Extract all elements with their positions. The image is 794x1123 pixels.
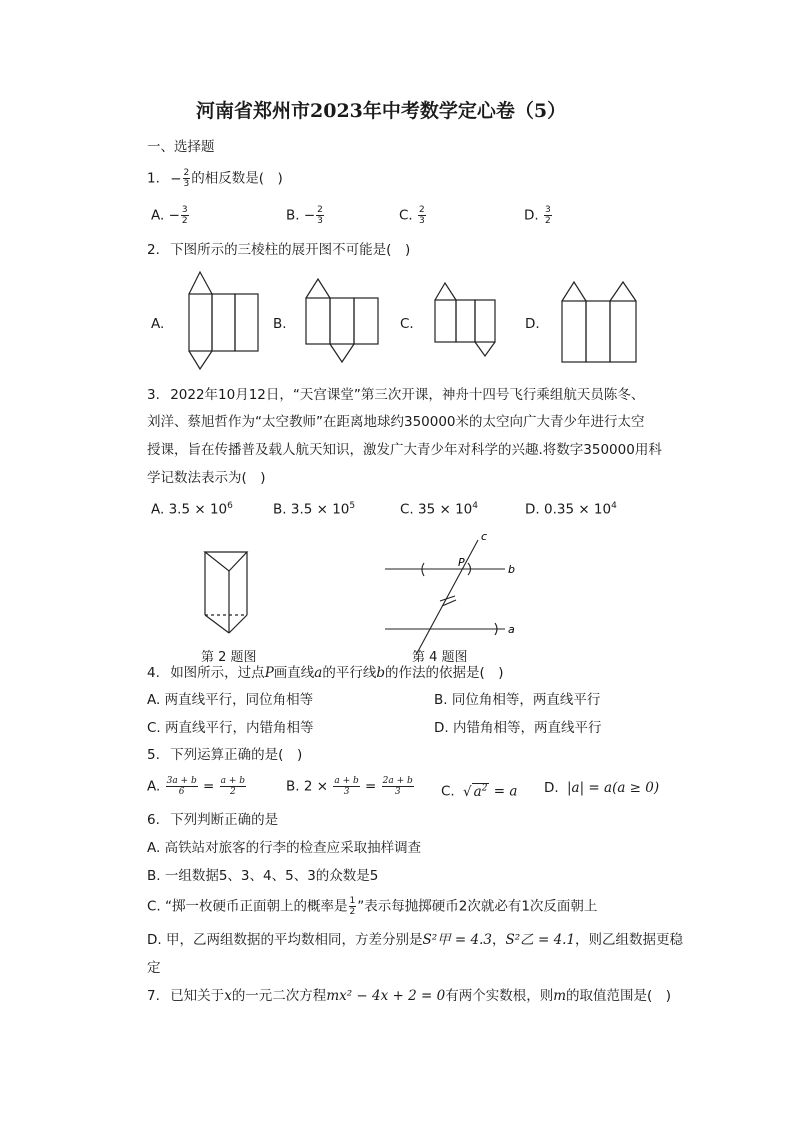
q3-option-a[interactable]: A. $3.5 \times 10^6$	[151, 501, 233, 518]
section-heading: 一、选择题	[147, 139, 215, 155]
q5-option-a[interactable]: A. $\frac{3a + b}{6}$ = $\frac{a + b}{2}$	[147, 776, 246, 797]
label-b: b	[508, 563, 515, 576]
q5-option-d[interactable]: D. |a| = a(a ≥ 0)	[544, 780, 660, 796]
question-number: 1.	[147, 170, 160, 187]
question-7: 7. 已知关于x的一元二次方程mx² − 4x + 2 = 0有两个实数根，则m的取值范围是( )	[147, 988, 672, 1004]
q6-option-b[interactable]: B. 一组数据5、3、4、5、3的众数是5	[147, 868, 379, 884]
prism-figure	[205, 552, 247, 633]
q4-option-c[interactable]: C. 两直线平行，内错角相等	[147, 720, 314, 736]
q1-option-b[interactable]: B. − $\frac{2}{3}$	[286, 205, 323, 226]
q2-option-c[interactable]: C.	[400, 316, 414, 332]
q5-option-c[interactable]: C. √ $a^2 = a$	[441, 783, 518, 800]
q5-option-b[interactable]: B. 2 × $\frac{a + b}{3}$ = $\frac{2a + b}{3}$	[286, 776, 413, 797]
q3-line-3: 授课，旨在传播普及载人航天知识，激发广大青少年对科学的兴趣.将数字350000用科	[147, 442, 662, 458]
q6-option-d-line2: 定	[147, 960, 161, 976]
q3-line-4: 学记数法表示为( )	[147, 470, 266, 486]
question-text: 的相反数是( )	[191, 170, 283, 187]
question-number: 6.	[147, 812, 160, 828]
fig2-caption: 第 2 题图	[201, 650, 257, 665]
page-title: 河南省郑州市2023年中考数学定心卷（5）	[196, 100, 567, 122]
q6-option-a[interactable]: A. 高铁站对旅客的行李的检查应采取抽样调查	[147, 840, 422, 856]
question-text: 下图所示的三棱柱的展开图不可能是( )	[170, 242, 411, 258]
line-c	[416, 540, 478, 655]
q1-option-c[interactable]: C. $\frac{2}{3}$	[399, 205, 425, 226]
q6-option-d[interactable]: D. 甲，乙两组数据的平均数相同，方差分别是S²甲 = 4.3，S²乙 = 4.1，则乙组数据更稳	[147, 932, 684, 948]
question-1: 1. − $\frac{2}{3}$ 的相反数是( )	[147, 168, 283, 189]
question-6: 6. 下列判断正确的是	[147, 812, 279, 828]
q1-option-a[interactable]: A. − $\frac{3}{2}$	[151, 205, 188, 226]
q4-option-d[interactable]: D. 内错角相等，两直线平行	[434, 720, 602, 736]
q3-option-d[interactable]: D. $0.35 \times 10^4$	[525, 501, 617, 518]
fig4-caption: 第 4 题图	[412, 650, 468, 665]
label-a: a	[508, 623, 515, 636]
question-5: 5. 下列运算正确的是( )	[147, 747, 303, 763]
fraction: $\frac{2}{3}$	[183, 168, 190, 189]
question-3: 3. 2022年10月12日，“天宫课堂”第三次开课，神舟十四号飞行乘组航天员陈冬、	[147, 387, 645, 403]
question-4: 4. 如图所示，过点P画直线a的平行线b的作法的依据是( )	[147, 665, 504, 681]
q1-option-d[interactable]: D. $\frac{3}{2}$	[524, 205, 551, 226]
q4-option-a[interactable]: A. 两直线平行，同位角相等	[147, 692, 314, 708]
q2-option-a[interactable]: A.	[151, 316, 165, 332]
question-number: 3.	[147, 387, 160, 403]
label-c: c	[481, 530, 488, 543]
q3-option-b[interactable]: B. $3.5 \times 10^5$	[273, 501, 356, 518]
q6-option-c[interactable]: C. “掷一枚硬币正面朝上的概率是 $\frac{1}{2}$ ”表示每抛掷硬币2次就必有1次反面朝上	[147, 896, 598, 917]
q2-option-d[interactable]: D.	[525, 316, 540, 332]
parallel-lines-figure	[385, 540, 505, 655]
question-number: 5.	[147, 747, 160, 763]
q3-option-c[interactable]: C. $35 \times 10^4$	[400, 501, 479, 518]
question-number: 7.	[147, 988, 160, 1004]
q2-option-b[interactable]: B.	[273, 316, 287, 332]
question-number: 2.	[147, 242, 160, 258]
q3-line-2: 刘洋、蔡旭哲作为“太空教师”在距离地球约350000米的太空向广大青少年进行太空	[147, 414, 645, 430]
label-p: P	[458, 556, 465, 569]
question-number: 4.	[147, 665, 160, 681]
q4-option-b[interactable]: B. 同位角相等，两直线平行	[434, 692, 601, 708]
